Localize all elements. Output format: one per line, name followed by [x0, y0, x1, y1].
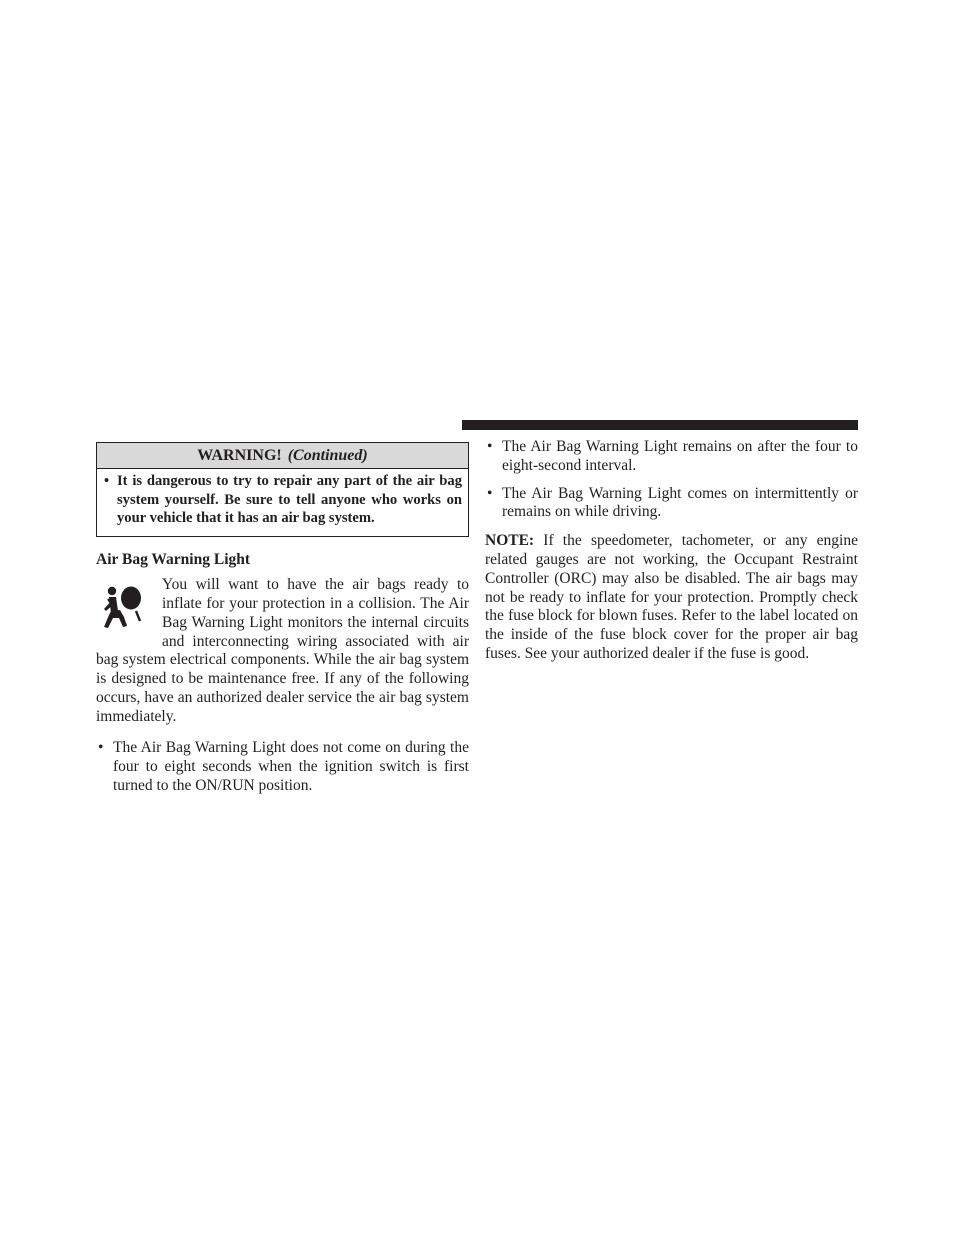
intro-block [96, 576, 469, 726]
warning-continued: (Continued) [287, 447, 368, 464]
warning-title: WARNING! [197, 447, 282, 464]
section-header-bar [462, 420, 858, 430]
section-heading: Air Bag Warning Light [96, 551, 251, 569]
bullet-glyph: • [104, 473, 110, 489]
bullet-glyph: • [487, 484, 493, 502]
warning-body [97, 469, 468, 536]
warning-item [103, 472, 462, 528]
warning-box [96, 442, 469, 537]
right-column [485, 438, 858, 664]
warning-header [97, 443, 468, 469]
list-item-text: The Air Bag Warning Light does not come on during the four to eight seconds when the ignition switch is first turned to the ON/RUN position. [113, 739, 469, 795]
air-bag-warning-icon-graphic [96, 581, 150, 637]
list-item [485, 438, 858, 476]
left-column [96, 442, 469, 796]
intro-paragraph: You will want to have the air bags ready to inflate for your protection in a collision. The Air Bag Warning Light monitors the internal circuits and interconnecting wiring associated with air bag system electrical components. While the air bag system is designed to be maintenance free. If any of the following occurs, have an authorized dealer service the air bag system immediately. [96, 576, 469, 725]
list-item-text: The Air Bag Warning Light remains on after the four to eight-second interval. [502, 438, 858, 474]
bullet-glyph: • [487, 438, 493, 455]
bullet-glyph: • [98, 739, 104, 757]
air-bag-warning-icon [96, 581, 150, 637]
note-text: If the speedometer, tachometer, or any engine related gauges are not working, the Occupant Restraint Controller (ORC) may also be disabled. The air bags may not be ready to inflate for your protection. Promptly check the fuse block for blown fuses. Refer to the label located on the inside of the fuse block cover for the proper air bag fuses. See your authorized dealer if the fuse is good. [485, 532, 858, 662]
list-item [96, 739, 469, 795]
warning-item-text: It is dangerous to try to repair any part of the air bag system yourself. Be sure to tell anyone who works on your vehicle that it has an air bag system. [117, 473, 462, 527]
list-item [485, 485, 858, 523]
note-label: NOTE: [485, 532, 535, 550]
note-paragraph [485, 532, 858, 664]
list-item-text: The Air Bag Warning Light comes on intermittently or remains on while driving. [502, 484, 858, 521]
